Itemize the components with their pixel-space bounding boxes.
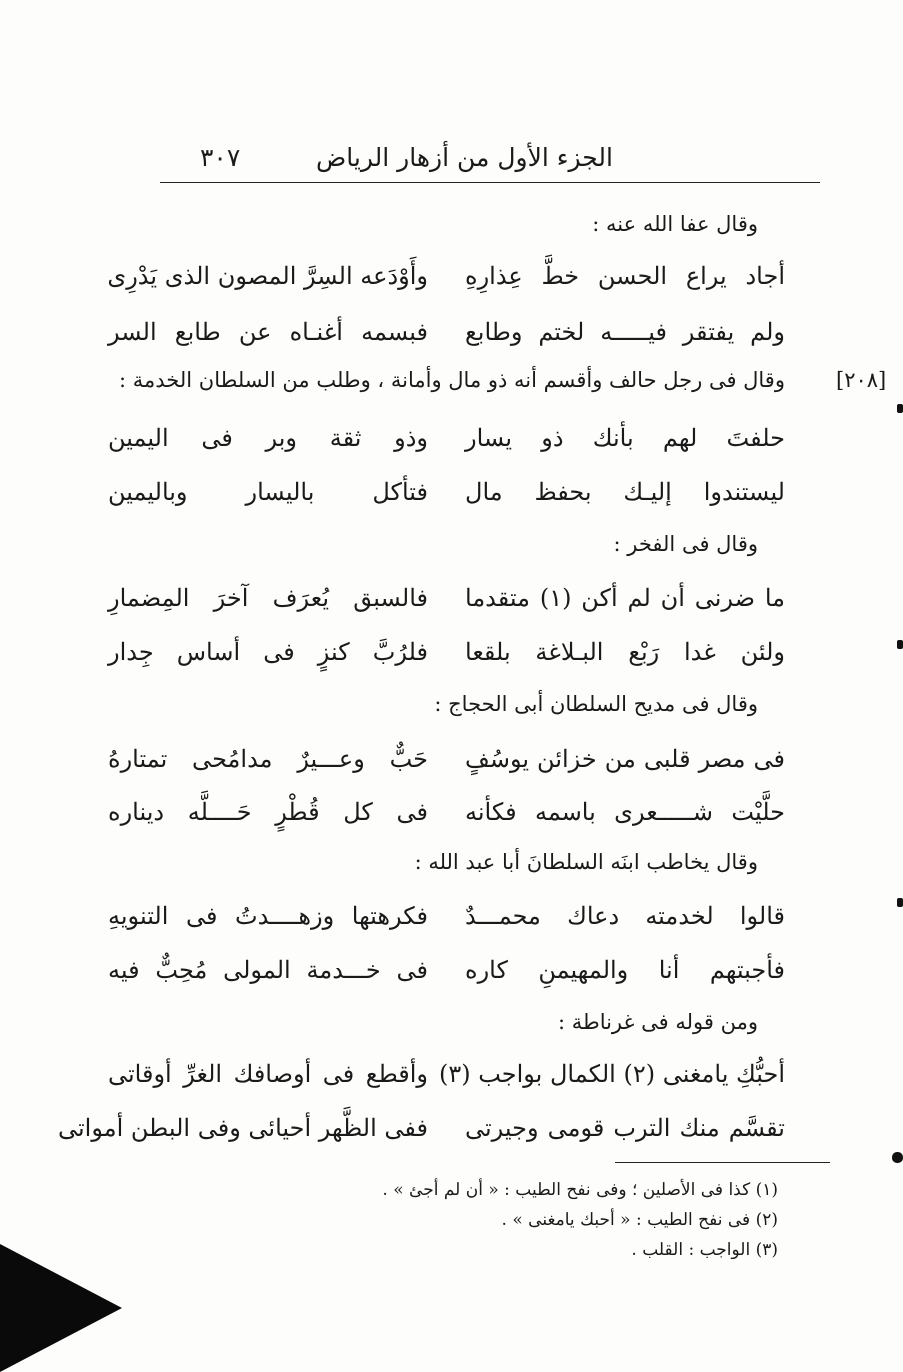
running-header-title: الجزء الأول من أزهار الرياض xyxy=(316,143,613,172)
verse-first-hemistich: حلفتَ لهم بأنك ذو يسار xyxy=(465,424,785,452)
poem-intro: ومن قوله فى غرناطة : xyxy=(557,1010,758,1034)
verse-second-hemistich: فبسمه أغنـاه عن طابع السر xyxy=(108,318,428,346)
verse-first-hemistich: ولئن غدا رَبْع البـلاغة بلقعا xyxy=(465,638,785,666)
header-rule xyxy=(160,182,820,183)
verse-first-hemistich: ولم يفتقر فيـــــه لختم وطابع xyxy=(465,318,785,346)
verse-first-hemistich: ما ضرنى أن لم أكن (١) متقدما xyxy=(465,584,786,612)
footnote: (٣) الواجب : القلب . xyxy=(631,1240,778,1260)
scan-corner-shadow xyxy=(0,1244,122,1372)
footnote: (٢) فى نفح الطيب : « أحبك يامغنى » . xyxy=(501,1210,778,1230)
scan-speck xyxy=(892,1152,903,1163)
footnote-rule xyxy=(615,1162,830,1163)
scan-speck xyxy=(897,898,903,907)
verse-second-hemistich: فكرهتها وزهــــدتُ فى التنويهِ xyxy=(108,902,428,930)
margin-page-reference: [٢٠٨] xyxy=(836,368,887,392)
verse-first-hemistich: ليستندوا إليـك بحفظ مال xyxy=(465,478,785,506)
footnote: (١) كذا فى الأصلين ؛ وفى نفح الطيب : « أن لم أجئ » . xyxy=(382,1180,778,1200)
poem-intro: وقال يخاطب ابنَه السلطانَ أبا عبد الله : xyxy=(414,850,758,874)
poem-intro: وقال فى رجل حالف وأقسم أنه ذو مال وأمانة ، وطلب من السلطان الخدمة : xyxy=(119,368,785,392)
verse-second-hemistich: ففى الظَّهر أحيائى وفى البطن أمواتى xyxy=(58,1114,428,1142)
scan-speck xyxy=(897,640,903,649)
scan-speck xyxy=(897,404,903,413)
verse-first-hemistich: أجاد يراع الحسن خطَّ عِذارِهِ xyxy=(465,262,785,290)
verse-first-hemistich: أحبُّكِ يامغنى (٢) الكمال بواجب (٣) xyxy=(438,1060,785,1088)
page-number: ٣٠٧ xyxy=(200,143,241,172)
verse-first-hemistich: فى مصر قلبى من خزائن يوسُفٍ xyxy=(465,745,785,773)
verse-first-hemistich: حلَّيْت شـــــعرى باسمه فكأنه xyxy=(465,798,785,826)
poem-intro: وقال فى مديح السلطان أبى الحجاج : xyxy=(434,692,758,716)
verse-first-hemistich: قالوا لخدمته دعاك محمـــدٌ xyxy=(465,902,785,930)
verse-second-hemistich: فى خـــدمة المولى مُحِبٌّ فيه xyxy=(108,956,428,984)
poem-intro: وقال فى الفخر : xyxy=(613,532,758,556)
verse-second-hemistich: فالسبق يُعرَف آخرَ المِضمارِ xyxy=(108,584,428,612)
verse-second-hemistich: حَبٌّ وعـــيرٌ مدامُحى تمتارهُ xyxy=(108,745,428,773)
verse-second-hemistich: وذو ثقة وبر فى اليمين xyxy=(108,424,428,452)
verse-second-hemistich: فتأكل باليسار وباليمين xyxy=(108,478,428,506)
verse-second-hemistich: فلرُبَّ كنزٍ فى أساس جِدار xyxy=(108,638,428,666)
verse-second-hemistich: فى كل قُطْرٍ حَــــلَّه ديناره xyxy=(108,798,428,826)
verse-first-hemistich: فأجبتهم أنا والمهيمنِ كاره xyxy=(465,956,785,984)
verse-first-hemistich: تقسَّم منك الترب قومى وجيرتى xyxy=(465,1114,785,1142)
poem-intro: وقال عفا الله عنه : xyxy=(592,212,758,236)
verse-second-hemistich: وأَوْدَعه السِرَّ المصون الذى يَدْرِى xyxy=(107,262,428,290)
verse-second-hemistich: وأقطع فى أوصافك الغرِّ أوقاتى xyxy=(108,1060,428,1088)
